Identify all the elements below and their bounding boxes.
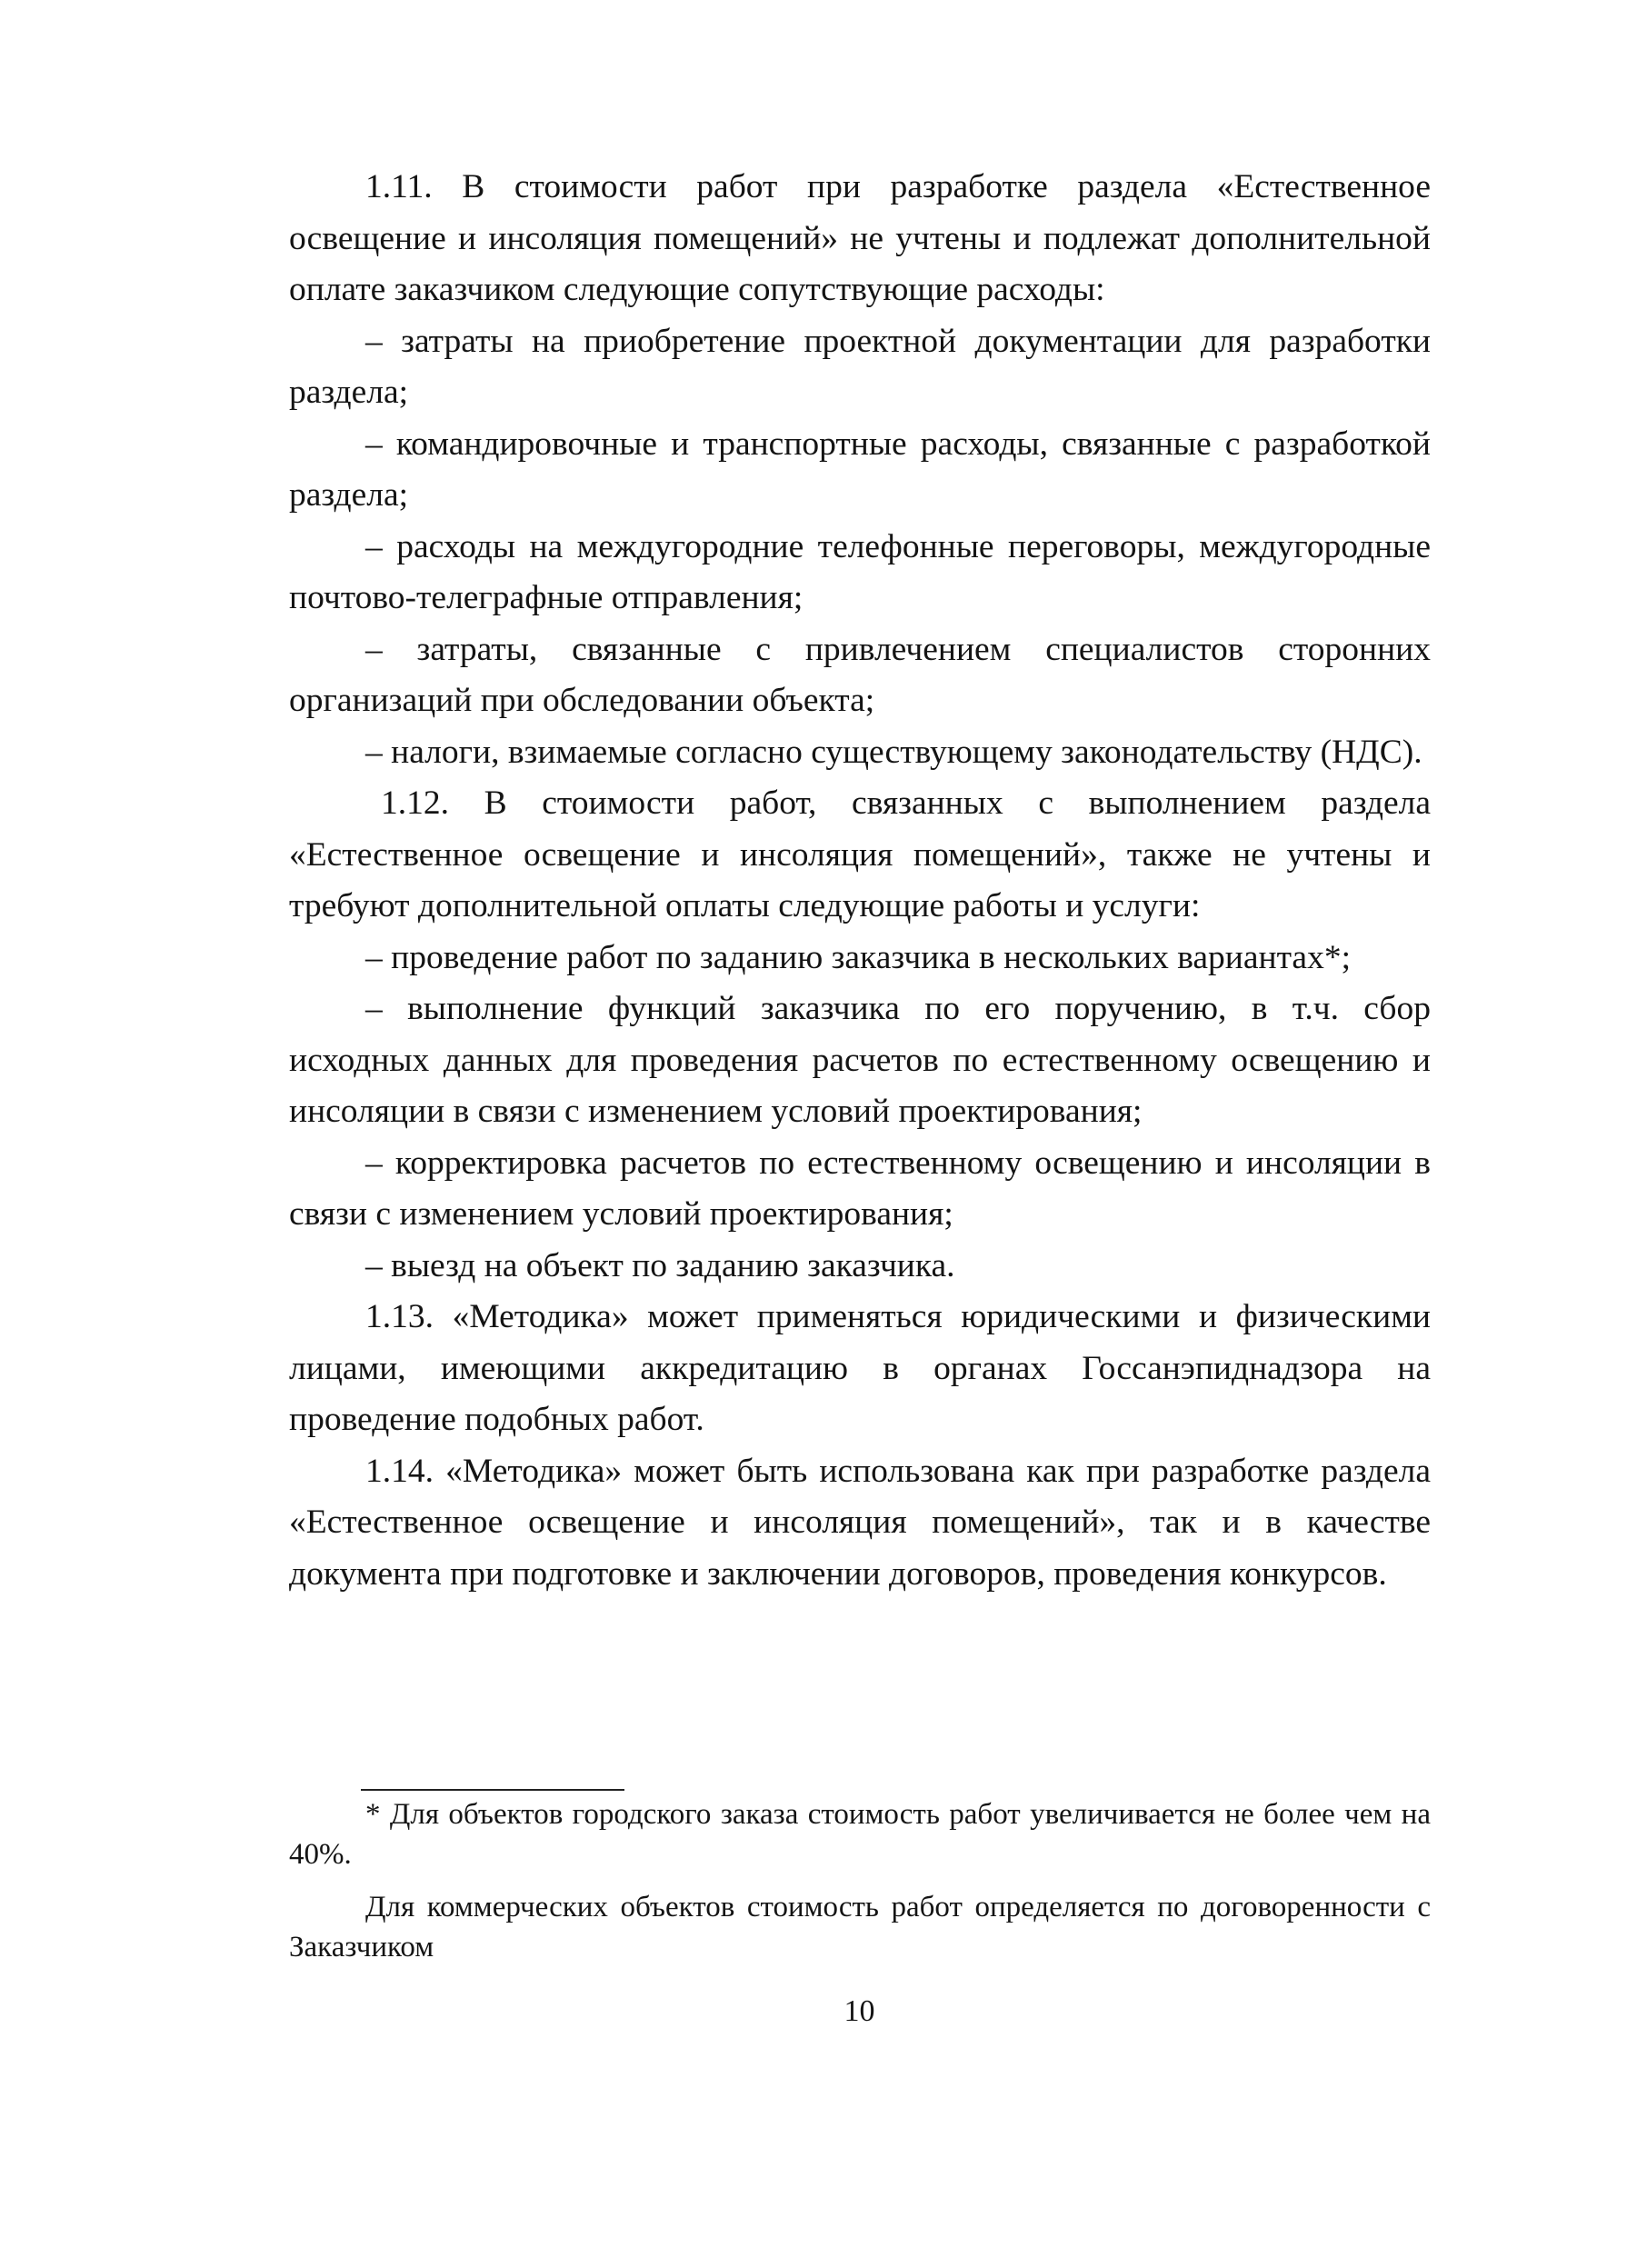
list-item-site-visit: – выезд на объект по заданию заказчика.	[365, 1246, 955, 1284]
list-item-communication-costs: – расходы на междугородние телефонные переговоры, междугородные почтово-телеграфные отправления;	[289, 527, 1431, 616]
paragraph-1-14: 1.14. «Методика» может быть использована как при разработке раздела «Естественное освещение и инсоляция помещений», так и в качестве документа при подготовке и заключении договоров, проведения конкурсов.	[289, 1452, 1431, 1593]
footnotes	[289, 1794, 1431, 1980]
paragraph-1-11: 1.11. В стоимости работ при разработке раздела «Естественное освещение и инсоляция помещений» не учтены и подлежат дополнительной оплате заказчиком следующие сопутствующие расходы:	[289, 168, 1431, 308]
page-number: 10	[843, 1994, 875, 2028]
list-item-design-docs-costs: – затраты на приобретение проектной документации для разработки раздела;	[289, 322, 1431, 411]
list-item-third-party-specialists: – затраты, связанные с привлечением специалистов сторонних организаций при обследовании объекта;	[289, 630, 1431, 719]
body-text	[289, 162, 1431, 1600]
list-item-travel-costs: – командировочные и транспортные расходы, связанные с разработкой раздела;	[289, 425, 1431, 514]
list-item-multiple-variants: – проведение работ по заданию заказчика в нескольких вариантах*;	[365, 938, 1351, 976]
paragraph-1-13: 1.13. «Методика» может применяться юридическими и физическими лицами, имеющими аккредитацию в органах Госсанэпиднадзора на проведение подобных работ.	[289, 1298, 1431, 1438]
footnote-divider	[361, 1789, 624, 1791]
footnote-commercial-objects: Для коммерческих объектов стоимость работ определяется по договоренности с Заказчиком	[289, 1891, 1431, 1963]
paragraph-1-12: 1.12. В стоимости работ, связанных с выполнением раздела «Естественное освещение и инсоляция помещений», также не учтены и требуют дополнительной оплаты следующие работы и услуги:	[289, 784, 1431, 924]
list-item-customer-functions: – выполнение функций заказчика по его поручению, в т.ч. сбор исходных данных для проведения расчетов по естественному освещению и инсоляции в связи с изменением условий проектирования;	[289, 990, 1431, 1130]
footnote-city-orders: * Для объектов городского заказа стоимость работ увеличивается не более чем на 40%.	[289, 1798, 1431, 1871]
list-item-recalculation: – корректировка расчетов по естественному освещению и инсоляции в связи с изменением условий проектирования;	[289, 1144, 1431, 1233]
list-item-taxes: – налоги, взимаемые согласно существующему законодательству (НДС).	[365, 733, 1422, 771]
